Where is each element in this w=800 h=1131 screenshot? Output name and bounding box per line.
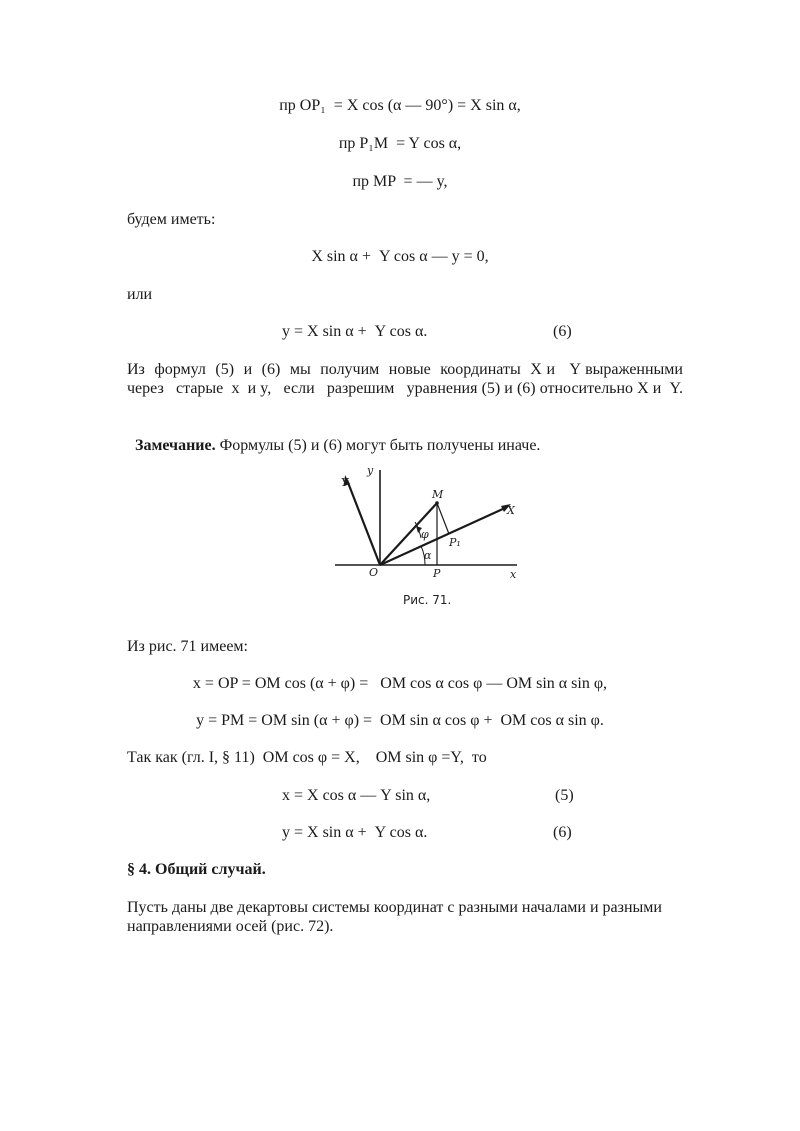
coordinate-diagram xyxy=(325,458,535,613)
label-y: y xyxy=(367,464,374,477)
paragraph-line-2: через старые x и y, если разрешим уравнения (5) и (6) относительно X и Y. xyxy=(127,380,683,397)
paragraph-line-1: Из формул (5) и (6) мы получим новые координаты X и Y выраженными xyxy=(127,361,683,378)
remark-text: Формулы (5) и (6) могут быть получены иначе. xyxy=(215,437,541,454)
equation-y-formula: y = X sin α + Y cos α. xyxy=(282,323,428,340)
label-phi: φ xyxy=(421,528,429,541)
equation-number-5: (5) xyxy=(555,787,574,804)
text-iz-ris: Из рис. 71 имеем: xyxy=(127,638,248,655)
label-x: x xyxy=(510,568,517,581)
paragraph-2-line-2: направлениями осей (рис. 72). xyxy=(127,918,334,935)
label-p1: P₁ xyxy=(449,536,461,549)
remark-label: Замечание. xyxy=(135,437,216,454)
paragraph-2-line-1: Пусть даны две декартовы системы координат с разными началами и разными xyxy=(127,899,662,916)
mp1-segment xyxy=(437,503,449,534)
equation-sum-zero: X sin α + Y cos α — y = 0, xyxy=(311,248,489,265)
figure-caption: Рис. 71. xyxy=(403,593,452,607)
equation-number-6: (6) xyxy=(553,323,572,340)
rotated-y-axis-line xyxy=(347,480,380,565)
equation-p1m-projection: пр P₁M = Y cos α, xyxy=(338,135,462,152)
equation-mp-projection: пр MP = — y, xyxy=(352,173,448,190)
label-o: O xyxy=(369,566,379,579)
remark xyxy=(127,416,540,456)
equation-y-formula-2: y = X sin α + Y cos α. xyxy=(282,824,428,841)
label-p: P xyxy=(433,567,441,580)
section-heading: § 4. Общий случай. xyxy=(127,861,266,878)
label-m: M xyxy=(432,488,444,501)
text-ili: или xyxy=(127,286,153,303)
equation-op1-projection: пр OP₁ = X cos (α — 90°) = X sin α, xyxy=(279,97,521,114)
point-m xyxy=(435,501,439,505)
equation-x-om: x = OP = OM cos (α + φ) = OM cos α cos φ — OM sin α sin φ, xyxy=(192,675,608,692)
label-big-x: X xyxy=(507,504,515,517)
text-tak-kak: Так как (гл. I, § 11) OM cos φ = X, OM sin φ =Y, то xyxy=(127,749,487,766)
figure-71 xyxy=(325,458,535,613)
equation-x-formula: x = X cos α — Y sin α, xyxy=(282,787,431,804)
label-alpha: α xyxy=(424,549,432,562)
text-budem-imet: будем иметь: xyxy=(127,211,216,228)
label-big-y: Y xyxy=(341,476,349,489)
equation-y-om: y = PM = OM sin (α + φ) = OM sin α cos φ + OM cos α sin φ. xyxy=(196,712,604,729)
equation-number-6-second: (6) xyxy=(553,824,572,841)
